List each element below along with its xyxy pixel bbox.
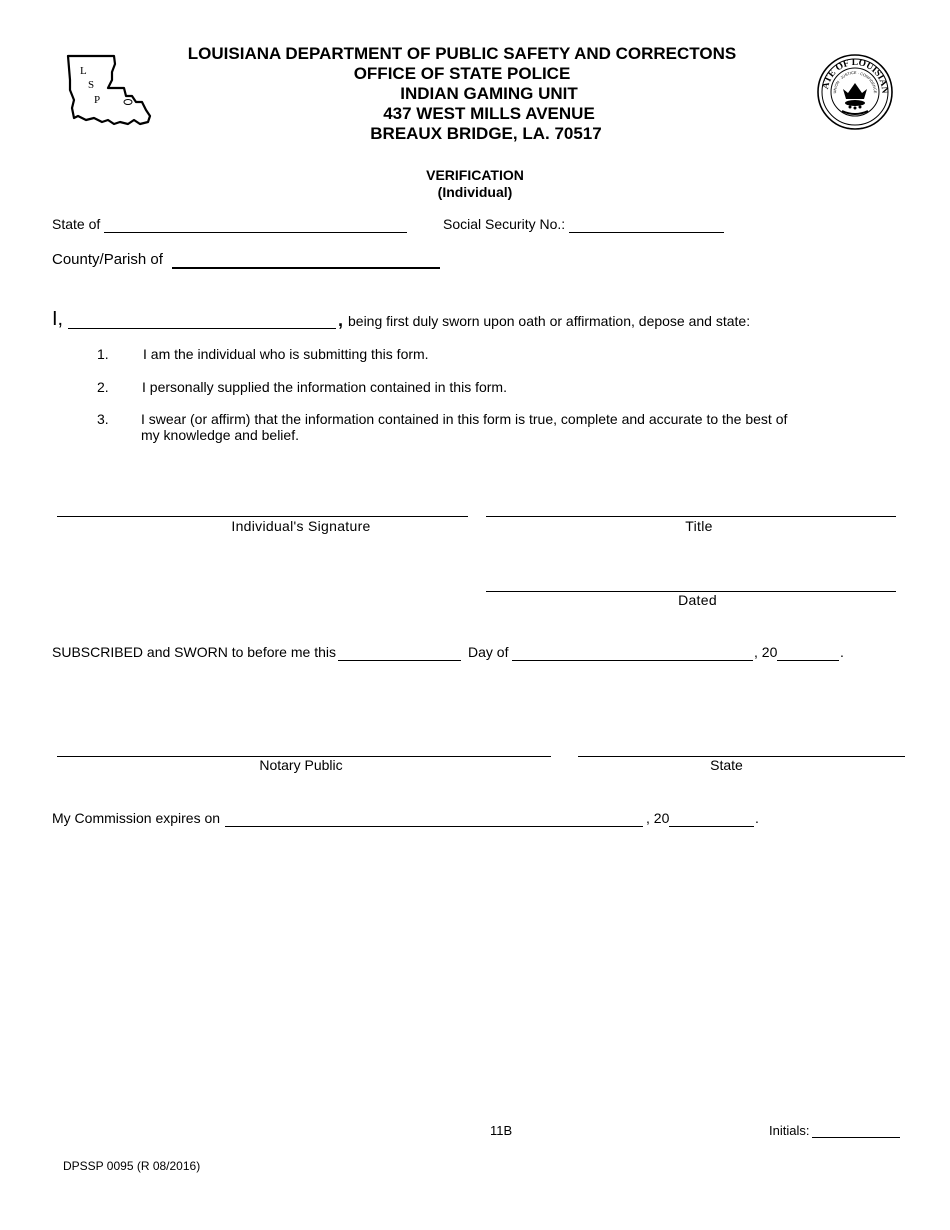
oath-text: being first duly sworn upon oath or affirmation, depose and state: xyxy=(348,313,751,329)
day-of-label: Day of xyxy=(468,644,509,660)
subscribed-day-field[interactable] xyxy=(338,646,461,661)
commission-year-prefix: , 20 xyxy=(646,810,670,826)
subscribed-year-field[interactable] xyxy=(777,646,839,661)
name-comma: , xyxy=(338,310,344,330)
logo-letter-p: P xyxy=(94,94,101,106)
seal-text-top: ATE OF LOUISIAN xyxy=(821,57,890,94)
county-parish-field[interactable] xyxy=(172,253,440,269)
form-subtitle: (Individual) xyxy=(437,184,513,200)
header-unit: INDIAN GAMING UNIT xyxy=(400,84,578,103)
logo-letter-s: S xyxy=(88,79,95,91)
subscribed-month-field[interactable] xyxy=(512,646,753,661)
individual-signature-line[interactable] xyxy=(57,516,468,517)
page-code: 11B xyxy=(490,1123,513,1138)
statement-3-text: I swear (or affirm) that the information contained in this form is true, complete and accurate to the best of xyxy=(141,411,788,427)
header-department: LOUISIANA DEPARTMENT OF PUBLIC SAFETY AND CORRECTONS xyxy=(187,44,737,63)
statement-2-number: 2. xyxy=(97,379,109,395)
statement-1-number: 1. xyxy=(97,346,109,362)
title-line[interactable] xyxy=(486,516,896,517)
dated-label: Dated xyxy=(678,592,717,608)
i-prefix: I, xyxy=(52,308,64,330)
state-of-label: State of xyxy=(52,216,101,232)
initials-label: Initials: xyxy=(769,1123,810,1138)
header-city: BREAUX BRIDGE, LA. 70517 xyxy=(370,124,602,143)
subscribed-label: SUBSCRIBED and SWORN to before me this xyxy=(52,644,336,660)
initials-field[interactable] xyxy=(812,1123,900,1138)
notary-public-label: Notary Public xyxy=(259,757,343,773)
logo-letter-l: L xyxy=(80,65,87,77)
statement-2-text: I personally supplied the information contained in this form. xyxy=(142,379,507,395)
header-address: 437 WEST MILLS AVENUE xyxy=(383,104,595,123)
commission-label: My Commission expires on xyxy=(52,810,221,826)
statement-3-number: 3. xyxy=(97,411,109,427)
header-office: OFFICE OF STATE POLICE xyxy=(353,64,571,83)
subscribed-period: . xyxy=(840,644,844,660)
commission-year-field[interactable] xyxy=(669,812,754,827)
seal-text-ring: UNION · JUSTICE · CONFIDENCE xyxy=(832,70,878,94)
statement-1-text: I am the individual who is submitting this form. xyxy=(143,346,429,362)
commission-period: . xyxy=(755,810,759,826)
statement-3-text-continued: my knowledge and belief. xyxy=(141,427,299,443)
ssn-field[interactable] xyxy=(569,218,724,233)
notary-state-label: State xyxy=(710,757,743,773)
ssn-label: Social Security No.: xyxy=(443,216,566,232)
individual-signature-label: Individual's Signature xyxy=(231,518,371,534)
title-label: Title xyxy=(685,518,713,534)
state-of-field[interactable] xyxy=(104,218,407,233)
commission-date-field[interactable] xyxy=(225,812,643,827)
subscribed-year-prefix: , 20 xyxy=(754,644,778,660)
county-parish-label: County/Parish of xyxy=(52,251,163,268)
form-number: DPSSP 0095 (R 08/2016) xyxy=(63,1159,201,1173)
form-title: VERIFICATION xyxy=(426,167,524,183)
name-field[interactable] xyxy=(68,314,336,329)
